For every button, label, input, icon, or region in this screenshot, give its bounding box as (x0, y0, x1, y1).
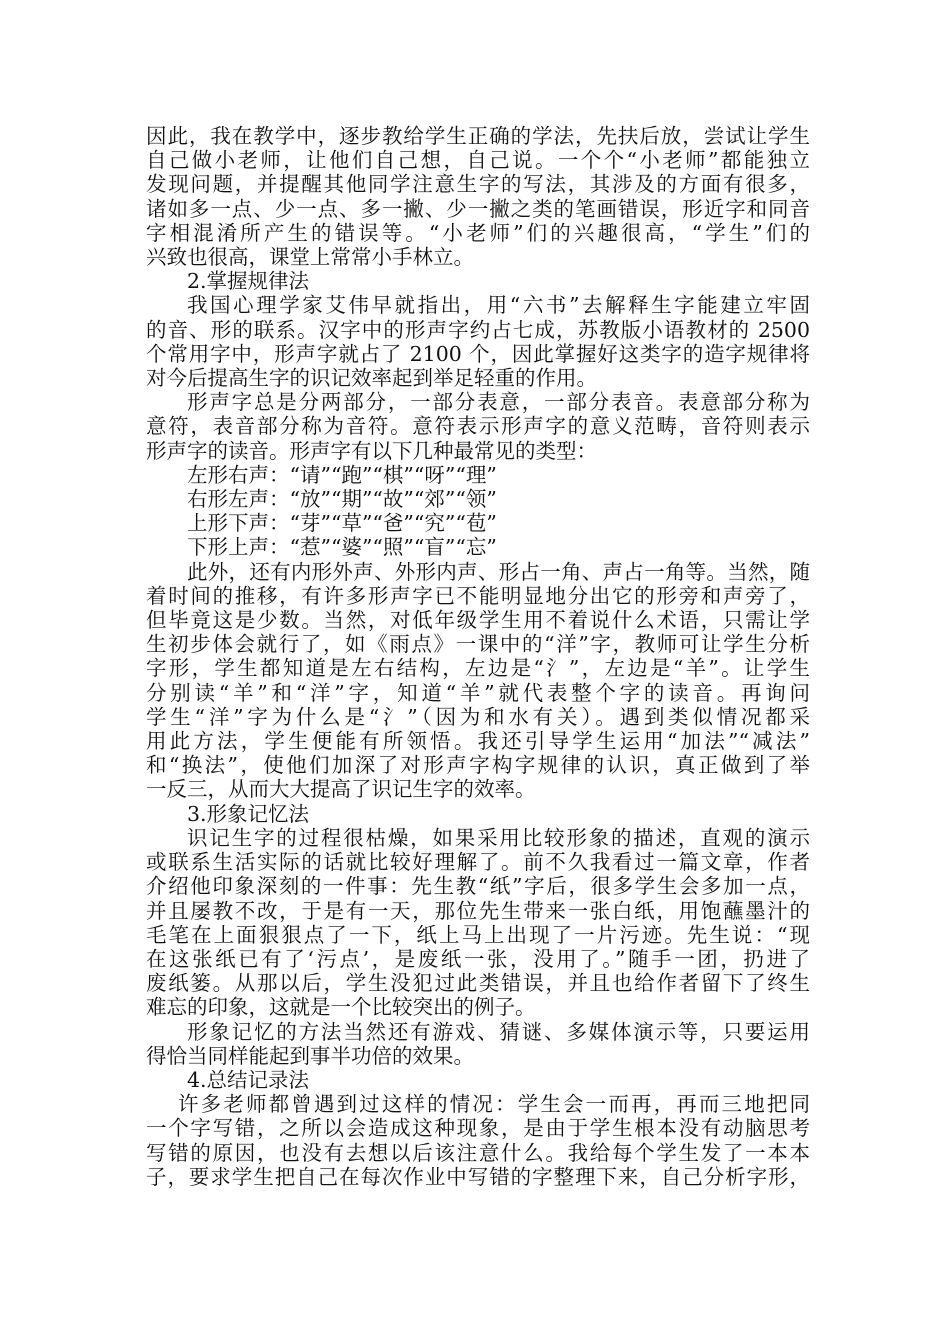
text-line: 生初步体会就行了，如《雨点》一课中的“洋”字，教师可让学生分析 (146, 632, 810, 657)
text-line: 3.形象记忆法 (187, 801, 310, 826)
text-line: 在这张纸已有了‘污点’，是废纸一张，没用了。”随手一团，扔进了 (146, 946, 810, 971)
text-line: 意符，表音部分称为音符。意符表示形声字的意义范畴，音符则表示 (146, 414, 810, 439)
text-line: 写错的原因，也没有去想以后该注意什么。我给每个学生发了一本本 (146, 1140, 810, 1165)
text-line: 介绍他印象深刻的一件事：先生教“纸”字后，很多学生会多加一点， (146, 874, 810, 899)
text-line: 难忘的印象，这就是一个比较突出的例子。 (146, 995, 536, 1020)
text-line: 的音、形的联系。汉字中的形声字约占七成，苏教版小语教材的 2500 (146, 317, 810, 342)
text-line: 自己做小老师，让他们自己想，自己说。一个个“小老师”都能独立 (146, 148, 810, 173)
text-line: 形象记忆的方法当然还有游戏、猜谜、多媒体演示等，只要运用 (187, 1019, 810, 1044)
text-line: 发现问题，并提醒其他同学注意生字的写法，其涉及的方面有很多， (146, 172, 810, 197)
text-line: 右形左声：“放”“期”“故”“郊”“领” (187, 487, 497, 512)
document-body (146, 124, 810, 1189)
text-line: 分别读“羊”和“洋”字，知道“羊”就代表整个字的读音。再询问 (146, 680, 810, 705)
text-line: 或联系生活实际的话就比较好理解了。前不久我看过一篇文章，作者 (146, 850, 810, 875)
text-line: 诸如多一点、少一点、多一撇、少一撇之类的笔画错误，形近字和同音 (146, 196, 810, 221)
text-line: 一反三，从而大大提高了识记生字的效率。 (146, 777, 536, 802)
text-line: 下形上声：“惹”“婆”“照”“盲”“忘” (187, 535, 497, 560)
text-line: 并且屡教不改，于是有一天，那位先生带来一张白纸，用饱蘸墨汁的 (146, 898, 810, 923)
text-line: 一个字写错，之所以会造成这种现象，是由于学生根本没有动脑思考 (146, 1116, 810, 1141)
text-line: 上形下声：“芽”“草”“爸”“究”“苞” (187, 511, 497, 536)
text-line: 识记生字的过程很枯燥，如果采用比较形象的描述，直观的演示 (187, 825, 810, 850)
text-line: 左形右声：“请”“跑”“棋”“呀”“理” (187, 462, 497, 487)
text-line: 兴致也很高，课堂上常常小手林立。 (146, 245, 474, 270)
text-line: 我国心理学家艾伟早就指出，用“六书”去解释生字能建立牢固 (187, 293, 810, 318)
text-line: 得恰当同样能起到事半功倍的效果。 (146, 1043, 474, 1068)
text-line: 个常用字中，形声字就占了 2100 个，因此掌握好这类字的造字规律将 (146, 341, 810, 366)
text-line: 和“换法”，使他们加深了对形声字构字规律的认识，真正做到了举 (146, 753, 810, 778)
text-line: 子，要求学生把自己在每次作业中写错的字整理下来，自己分析字形， (146, 1164, 810, 1189)
text-line: 对今后提高生字的识记效率起到举足轻重的作用。 (146, 366, 597, 391)
text-line: 学生“洋”字为什么是“氵”（因为和水有关）。遇到类似情况都采 (146, 704, 810, 729)
text-line: 废纸篓。从那以后，学生没犯过此类错误，并且也给作者留下了终生 (146, 971, 810, 996)
text-line: 字形，学生都知道是左右结构，左边是“氵”，左边是“羊”。让学生 (146, 656, 810, 681)
text-line: 2.掌握规律法 (187, 269, 310, 294)
text-line: 许多老师都曾遇到过这样的情况：学生会一而再，再而三地把同 (178, 1092, 810, 1117)
text-line: 用此方法，学生便能有所领悟。我还引导学生运用“加法”“减法” (146, 729, 810, 754)
text-line: 毛笔在上面狠狠点了一下，纸上马上出现了一片污迹。先生说：“现 (146, 922, 810, 947)
text-line: 形声字的读音。形声字有以下几种最常见的类型： (146, 438, 597, 463)
text-line: 此外，还有内形外声、外形内声、形占一角、声占一角等。当然，随 (187, 559, 810, 584)
text-line: 着时间的推移，有许多形声字已不能明显地分出它的形旁和声旁了， (146, 583, 810, 608)
text-line: 但毕竟这是少数。当然，对低年级学生用不着说什么术语，只需让学 (146, 608, 810, 633)
text-line: 形声字总是分两部分，一部分表意，一部分表音。表意部分称为 (187, 390, 810, 415)
text-line: 4.总结记录法 (187, 1067, 310, 1092)
text-line: 字相混淆所产生的错误等。“小老师”们的兴趣很高，“学生”们的 (146, 220, 810, 245)
text-line: 因此，我在教学中，逐步教给学生正确的学法，先扶后放，尝试让学生 (146, 124, 810, 148)
